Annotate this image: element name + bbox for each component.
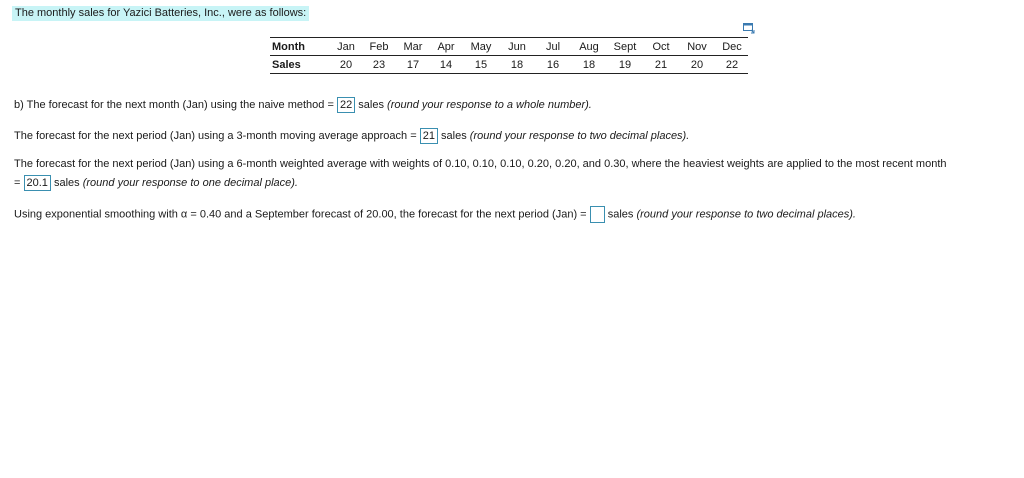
unit-label: sales xyxy=(358,98,384,111)
sales-cell: 20 xyxy=(330,56,362,74)
unit-label: sales xyxy=(607,208,634,221)
month-row-label: Month xyxy=(270,38,330,56)
sales-cell: 18 xyxy=(500,56,534,74)
question-text: The forecast for the next period (Jan) using a 6-month weighted average with weights of 0.10, 0.10, 0.10, 0.20, 0.20, and 0.30, where the heaviest weights are applied to the most recent month xyxy=(14,158,947,170)
sales-cell: 22 xyxy=(716,56,748,74)
problem-intro: The monthly sales for Yazici Batteries, Inc., were as follows: xyxy=(12,6,309,21)
month-cell: Feb xyxy=(362,38,396,56)
sales-row xyxy=(270,56,748,74)
month-cell: Apr xyxy=(430,38,462,56)
moving-average-answer-field[interactable]: 21 xyxy=(420,128,438,144)
question-exponential-smoothing xyxy=(14,206,856,223)
month-cell: Oct xyxy=(644,38,678,56)
sales-table xyxy=(270,37,748,74)
weighted-average-answer-field[interactable]: 20.1 xyxy=(24,175,51,191)
sales-cell: 23 xyxy=(362,56,396,74)
month-cell: Aug xyxy=(572,38,606,56)
month-cell: Mar xyxy=(396,38,430,56)
question-weighted-average-line1 xyxy=(14,158,947,170)
month-cell: Dec xyxy=(716,38,748,56)
sales-cell: 20 xyxy=(678,56,716,74)
sales-cell: 16 xyxy=(534,56,572,74)
month-row xyxy=(270,38,748,56)
sales-cell: 18 xyxy=(572,56,606,74)
sales-cell: 17 xyxy=(396,56,430,74)
rounding-hint: (round your response to two decimal places). xyxy=(636,208,856,221)
month-cell: Jul xyxy=(534,38,572,56)
question-moving-average xyxy=(14,128,689,144)
month-cell: May xyxy=(462,38,500,56)
question-text: b) The forecast for the next month (Jan) using the naive method = xyxy=(14,98,334,111)
sales-cell: 15 xyxy=(462,56,500,74)
unit-label: sales xyxy=(53,176,80,189)
month-cell: Nov xyxy=(678,38,716,56)
month-cell: Jan xyxy=(330,38,362,56)
rounding-hint: (round your response to one decimal place). xyxy=(82,176,298,189)
month-cell: Jun xyxy=(500,38,534,56)
naive-answer-field[interactable]: 22 xyxy=(337,97,355,113)
question-naive xyxy=(14,97,592,113)
sales-cell: 21 xyxy=(644,56,678,74)
question-text: The forecast for the next period (Jan) using a 3-month moving average approach = xyxy=(14,129,417,142)
exponential-smoothing-answer-field[interactable] xyxy=(590,206,605,223)
question-weighted-average-line2 xyxy=(14,175,298,191)
month-cell: Sept xyxy=(606,38,644,56)
rounding-hint: (round your response to a whole number). xyxy=(387,98,592,111)
sales-row-label: Sales xyxy=(270,56,330,74)
rounding-hint: (round your response to two decimal places). xyxy=(469,129,690,142)
sales-cell: 19 xyxy=(606,56,644,74)
question-text: Using exponential smoothing with α = 0.40 and a September forecast of 20.00, the forecast for the next period (Jan) = xyxy=(14,208,587,221)
equals-sign: = xyxy=(14,176,21,189)
sales-cell: 14 xyxy=(430,56,462,74)
copy-table-icon[interactable] xyxy=(743,22,755,34)
unit-label: sales xyxy=(441,129,467,142)
